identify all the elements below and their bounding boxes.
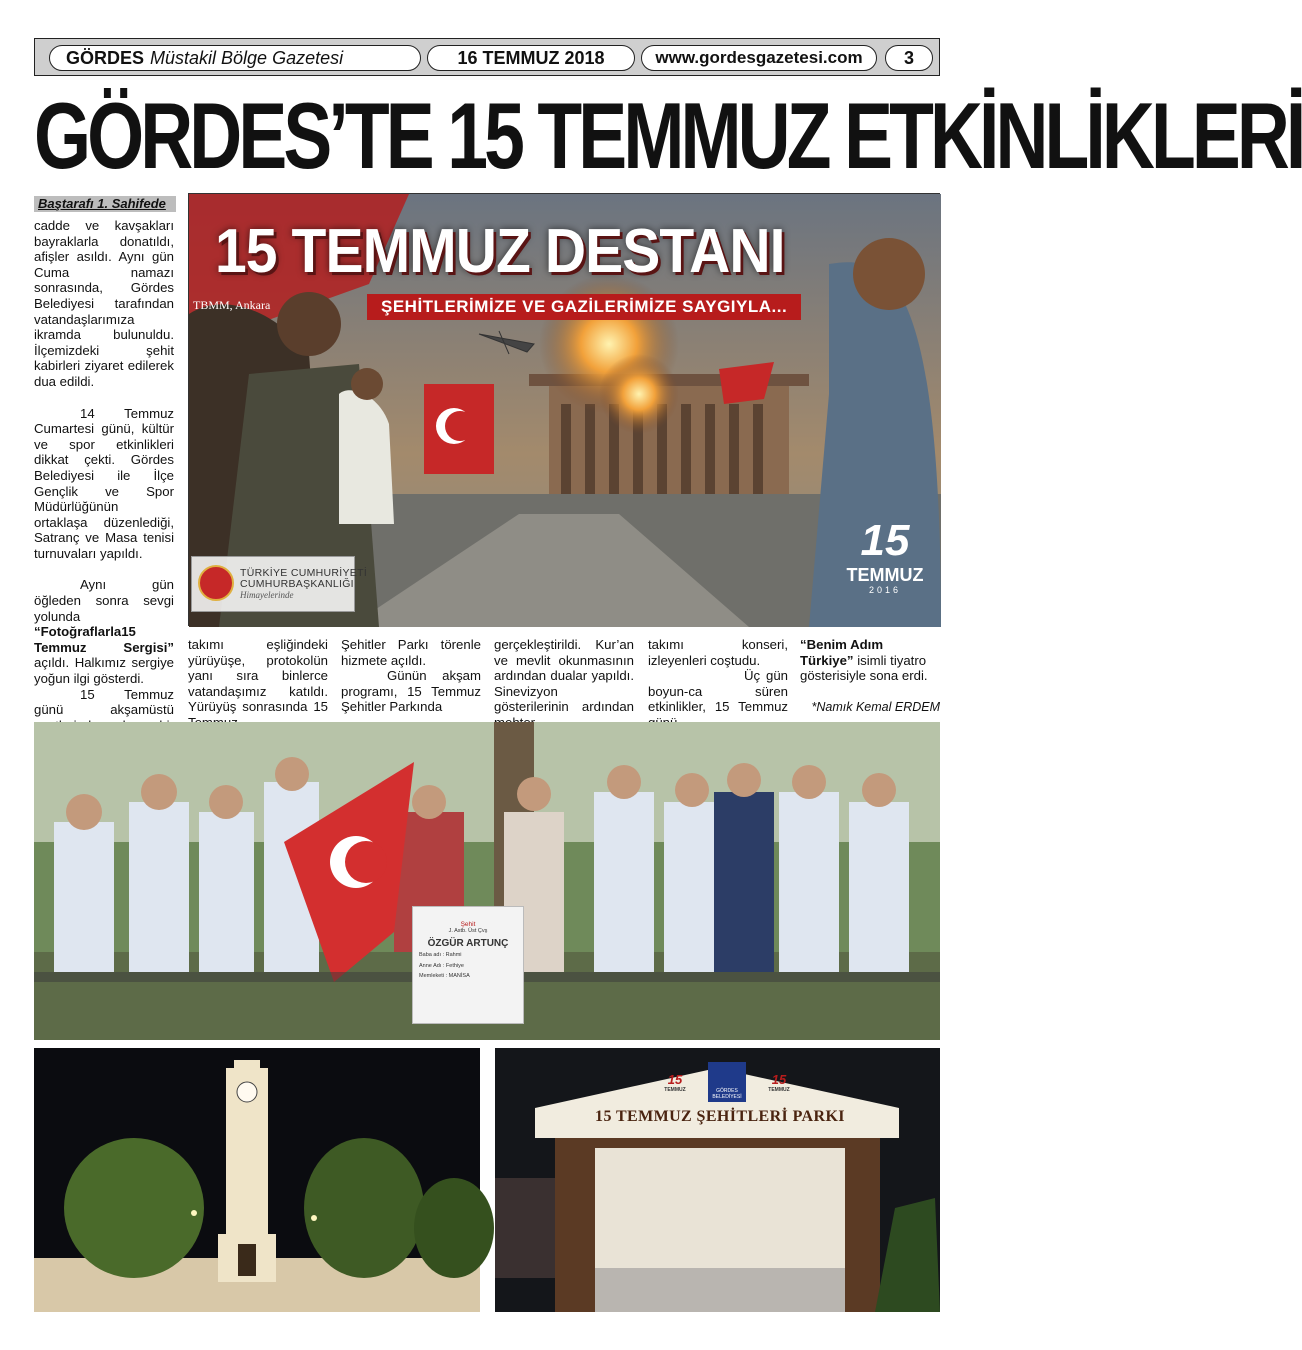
article-column-6	[800, 637, 940, 684]
logo-year: 2016	[868, 585, 902, 595]
article-paragraph: Üç gün boyun-ca süren etkinlikler, 15 Temmuz	[648, 668, 788, 715]
logo-number: 15	[667, 1072, 683, 1087]
website-link[interactable]: www.gordesgazetesi.com	[641, 45, 877, 71]
logo-month: TEMMUZ	[664, 1087, 686, 1093]
badge-line-2: CUMHURBAŞKANLIĞI	[240, 578, 354, 590]
clock-tower-photo	[34, 1048, 480, 1312]
exhibition-title: “Fotoğraflarla15 Temmuz Sergisi”	[34, 624, 174, 655]
badge-line-3: Himayelerinde	[240, 590, 294, 600]
play-title: “Benim Adım Türkiye”	[800, 637, 884, 668]
issue-date: 16 TEMMUZ 2018	[427, 45, 635, 71]
article-paragraph: 14 Temmuz Cumartesi günü, kültür ve spor etkinlikleri dikkat çekti. Gördes Belediyesi ile İlçe Gençlik ve Spor Müdürlüğünün ortaklaşa düzenlediği, Satranç ve Masa tenisi turnuvaları yapıldı.	[34, 405, 174, 561]
article-paragraph: cadde ve kavşakları bayraklarla donatıldı, afişler asıldı. Aynı gün Cuma namazı sonrasında, Gördes Belediyesi tarafından vatandaşlarımıza ikramda bulunuldu. İlçemizdeki şehit kabirleri ziyaret edilerek dua edildi.	[34, 218, 174, 389]
article-column-3	[341, 637, 481, 715]
15-temmuz-logo	[843, 516, 927, 612]
poster-subtitle: ŞEHİTLERİMİZE VE GAZİLERİMİZE SAYGIYLA...	[367, 294, 801, 320]
article-paragraph: 15 Temmuz günü akşamüstü	[34, 686, 174, 718]
poster-image	[188, 193, 940, 626]
article-paragraph: takımı konseri, izleyenleri coştudu.	[648, 637, 788, 668]
headstone-name: ÖZGÜR ARTUNÇ	[427, 938, 509, 949]
paragraph-text: isimli tiyatro gösterisiyle sona erdi.	[800, 652, 928, 684]
page-number: 3	[885, 45, 933, 71]
park-sign: 15 TEMMUZ ŞEHİTLERİ PARKI	[595, 1108, 845, 1125]
paper-name-pill	[49, 45, 421, 71]
poster-title: 15 TEMMUZ DESTANI	[215, 217, 785, 286]
logo-number: 15	[860, 516, 910, 565]
logo-month: TEMMUZ	[768, 1087, 790, 1093]
article-paragraph	[800, 637, 940, 684]
paragraph-text: açıldı. Halkımız sergiye yoğun ilgi gösterdi.	[34, 655, 174, 687]
headstone-line: Memleketi : MANİSA	[419, 973, 470, 979]
headstone-line: Anne Adı : Fethiye	[419, 962, 464, 969]
article-column-2	[188, 637, 328, 731]
article-column-4	[494, 637, 634, 731]
continued-from-label: Baştarafı 1. Sahifede	[34, 196, 176, 212]
presidency-badge	[191, 556, 368, 612]
masthead-bar	[34, 38, 940, 76]
clock-tower-scene	[34, 1048, 480, 1312]
badge-line-1: TÜRKİYE CUMHURİYETİ	[240, 567, 368, 579]
headstone-label: Şehit	[460, 921, 476, 928]
presidential-seal-icon	[198, 565, 234, 601]
paper-tagline: Müstakil Bölge Gazetesi	[150, 47, 344, 68]
logo-number: 15	[771, 1072, 787, 1087]
municipality-crest: GÖRDES BELEDİYESİ	[708, 1062, 746, 1102]
headstone-line: Baba adı : Rahmi	[419, 952, 462, 958]
article-paragraph: Günün akşam programı, 15 Temmuz Şehitler Parkında	[341, 668, 481, 715]
headstone-rank: J. Astb. Üst Çvş	[448, 928, 488, 934]
article-paragraph: takımı eşliğindeki yürüyüşe, protokolün yanı sıra binlerce vatandaşımız katıldı. Yürüyüş sonrasında 15	[188, 637, 328, 715]
poster-location: TBMM, Ankara	[193, 298, 271, 312]
15-temmuz-logo-right	[764, 1073, 794, 1097]
article-column-1	[34, 218, 174, 765]
15-temmuz-logo-left	[660, 1073, 690, 1097]
article-paragraph	[34, 577, 174, 686]
grave-headstone	[412, 906, 524, 1024]
byline: *Namık Kemal ERDEM	[811, 700, 940, 714]
article-paragraph: Şehitler Parkı törenle hizmete açıldı.	[341, 637, 481, 668]
article-paragraph: gerçekleştirildi. Kur’an ve mevlit okunmasının ardından dualar yapıldı. Sinevizyon gösterilerinin ardından	[494, 637, 634, 715]
paper-name: GÖRDES	[66, 47, 145, 68]
article-column-5	[648, 637, 788, 731]
paragraph-text: Aynı gün öğleden sonra sevgi yolunda	[34, 577, 174, 624]
logo-month: TEMMUZ	[846, 565, 924, 585]
page-headline: GÖRDES’TE 15 TEMMUZ ETKİNLİKLERİ	[34, 83, 1302, 188]
